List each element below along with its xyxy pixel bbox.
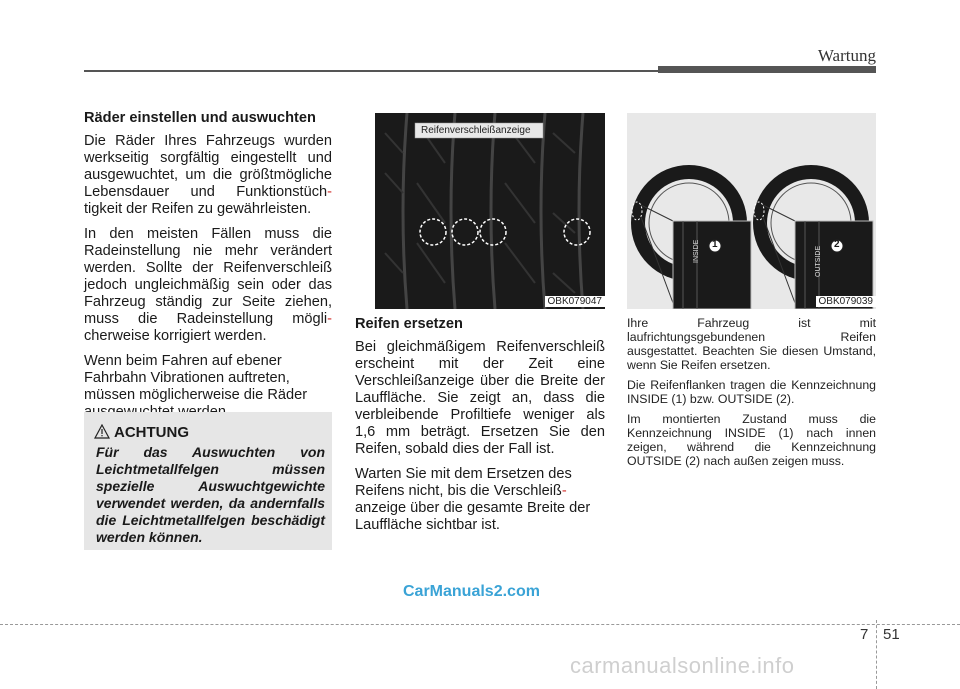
warning-text: Für das Auswuchten von Leichtmetallfelgen müssen spezielle Auswuchtgewichte verwendet werden, da andernfalls die Leichtmetallfelgen beschädigt werden können. xyxy=(96,444,325,545)
paragraph xyxy=(84,133,332,218)
paragraph: Die Reifenflanken tragen die Kennzeichnung INSIDE (1) bzw. OUTSIDE (2). xyxy=(627,378,876,406)
warning-icon xyxy=(94,424,110,439)
watermark-carmanuals2: CarManuals2.com xyxy=(403,583,540,600)
page-number: 51 xyxy=(883,626,900,643)
header-rule xyxy=(84,70,658,72)
paragraph xyxy=(84,226,332,345)
warning-box xyxy=(84,412,332,550)
section-title: Wartung xyxy=(817,46,876,65)
text: tigkeit der Reifen zu gewährleisten. xyxy=(84,201,312,217)
warning-title: ACHTUNG xyxy=(114,424,189,441)
page-divider xyxy=(876,620,878,689)
tire-inside-outside-image xyxy=(627,113,876,309)
num-1: 1 xyxy=(712,239,718,250)
figure-tire-direction xyxy=(627,113,876,309)
hyphen: - xyxy=(327,311,332,327)
watermark-carmanualsonline: carmanualsonline.info xyxy=(570,653,795,678)
heading-wheel-alignment: Räder einstellen und auswuchten xyxy=(84,110,316,126)
paragraph: Bei gleichmäßigem Reifenverschleiß erscheint mit der Zeit eine Verschleißanzeige über die Breite der Lauffläche. Sie zeigt an, dass die verbleibende Profiltiefe weniger als 1,6 mm beträgt. Ersetzen Sie den Reifen, sobald dies der Fall ist. xyxy=(355,339,605,457)
text: In den meisten Fällen muss die Radeinstellung nie mehr verändert werden. Sollte der Reifenverschleiß jedoch ungleichmäßig sein oder das Fahrzeug ständig zur Seite ziehen, muss die Radeinstellung mögli xyxy=(84,226,332,327)
paragraph: Wenn beim Fahren auf ebener Fahrbahn Vibrationen auftreten, müssen möglicherweise die Räder xyxy=(84,353,308,403)
figure-tread-wear xyxy=(355,113,605,309)
num-2: 2 xyxy=(834,239,840,250)
outside-label: OUTSIDE xyxy=(815,245,822,277)
column-left xyxy=(84,110,332,429)
column-middle xyxy=(355,316,605,542)
paragraph: Ihre Fahrzeug ist mit laufrichtungsgebundenen Reifen ausgestattet. Beachten Sie diesen Umstand, wenn Sie Reifen ersetzen. xyxy=(627,316,876,372)
tire-tread-image xyxy=(355,113,605,309)
figure-code: OBK079047 xyxy=(545,296,606,307)
column-right xyxy=(627,316,876,474)
inside-label: INSIDE xyxy=(693,239,700,263)
chapter-number: 7 xyxy=(860,626,869,643)
header-rule-thick xyxy=(658,66,876,73)
hyphen: - xyxy=(561,483,567,499)
heading-tire-replacement: Reifen ersetzen xyxy=(355,316,463,332)
tread-indicator-label: Reifenverschleißanzeige xyxy=(421,125,531,136)
text: Die Räder Ihres Fahrzeugs wurden werkseitig sorgfältig eingestellt und ausgewuchtet, um die größtmögliche Lebensdauer und Funktionstüch xyxy=(84,133,332,200)
text: Warten Sie mit dem Ersetzen des Reifens nicht, bis die Verschleiß xyxy=(355,466,572,499)
paragraph: Im montierten Zustand muss die Kennzeichnung INSIDE (1) nach innen zeigen, während die Kennzeichnung OUTSIDE (2) nach außen zeigen muss. xyxy=(627,412,876,468)
text: cherweise korrigiert werden. xyxy=(84,328,267,344)
figure-code: OBK079039 xyxy=(816,296,877,307)
paragraph xyxy=(355,466,605,534)
footer-rule xyxy=(0,624,960,625)
text: anzeige über die gesamte Breite der Lauffläche sichtbar ist. xyxy=(355,500,591,533)
hyphen: - xyxy=(327,184,332,200)
